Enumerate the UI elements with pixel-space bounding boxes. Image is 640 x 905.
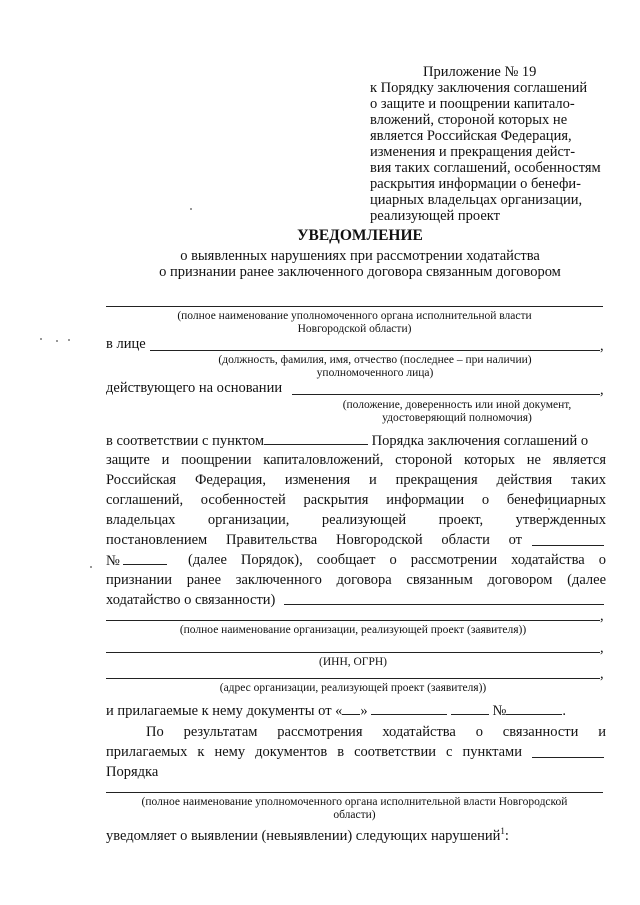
line-comma: , <box>600 338 604 354</box>
resolution-number-blank[interactable] <box>123 550 167 565</box>
result-text: По результатам рассмотрения ходатайства о связанности и <box>146 724 606 740</box>
appendix-line: циарных владельцах организации, <box>370 192 583 208</box>
docs-text: » <box>360 703 368 719</box>
body-text: соглашений, особенностей раскрытия информации о бенефициарных <box>106 492 606 508</box>
person-label: в лице <box>106 336 146 352</box>
body-text: признании ранее заключенного договора связанным договором (далее <box>106 572 606 588</box>
authority-caption: (полное наименование уполномоченного органа исполнительной власти <box>177 310 532 322</box>
result-authority-caption: области) <box>333 809 376 821</box>
body-text: владельцах организации, реализующей проект, утвержденных <box>106 512 606 528</box>
appendix-title: Приложение № 19 <box>423 64 537 80</box>
docs-line <box>106 700 566 721</box>
org-name-line[interactable] <box>106 620 600 621</box>
footnote-mark: 1 <box>500 826 505 837</box>
line-comma: , <box>600 608 604 624</box>
scan-speck <box>68 339 70 341</box>
person-line[interactable] <box>150 350 600 351</box>
result-text: прилагаемых к нему документов в соответствии с пунктами <box>106 744 522 760</box>
document-subtitle: о выявленных нарушениях при рассмотрении ходатайства <box>180 248 540 264</box>
scan-speck <box>40 338 42 340</box>
body-text: ходатайство о связанности) <box>106 592 276 608</box>
appendix-line: вия таких соглашений, особенностям <box>370 160 601 176</box>
basis-caption: удостоверяющий полномочия) <box>382 412 532 424</box>
request-line[interactable] <box>284 604 604 605</box>
person-caption: (должность, фамилия, имя, отчество (последнее – при наличии) <box>218 354 532 366</box>
line-comma: , <box>600 666 604 682</box>
address-line[interactable] <box>106 678 600 679</box>
appendix-line: является Российская Федерация, <box>370 128 572 144</box>
body-text: (далее Порядок), сообщает о рассмотрении ходатайства о <box>188 552 606 568</box>
body-text <box>106 550 167 571</box>
document-title: УВЕДОМЛЕНИЕ <box>297 227 423 244</box>
result-authority-caption: (полное наименование уполномоченного органа исполнительной власти Новгородской <box>141 796 568 808</box>
resolution-date-blank[interactable] <box>532 531 604 546</box>
paragraph-number-blank[interactable] <box>264 430 368 445</box>
final-text-end: : <box>504 828 509 844</box>
body-text-a: в соответствии с пунктом <box>106 433 265 449</box>
document-subtitle: о признании ранее заключенного договора связанным договором <box>159 264 561 280</box>
authority-name-line[interactable] <box>106 306 603 307</box>
body-text-b: Порядка заключения соглашений о <box>371 433 589 449</box>
final-text-main: уведомляет о выявлении (невыявлении) следующих нарушений <box>106 828 501 844</box>
result-text: Порядка <box>106 764 159 780</box>
org-name-caption: (полное наименование организации, реализующей проект (заявителя)) <box>179 624 527 636</box>
person-caption: уполномоченного лица) <box>316 367 434 379</box>
inn-line[interactable] <box>106 652 600 653</box>
appendix-reference <box>370 80 601 224</box>
scan-speck <box>190 208 192 210</box>
appendix-line: изменения и прекращения дейст- <box>370 144 576 160</box>
basis-line[interactable] <box>292 394 600 395</box>
docs-month-blank[interactable] <box>371 700 447 715</box>
docs-number-blank[interactable] <box>506 700 562 715</box>
scan-speck <box>90 566 92 568</box>
inn-caption: (ИНН, ОГРН) <box>319 656 387 668</box>
appendix-line: реализующей проект <box>370 208 500 224</box>
scan-speck <box>56 340 58 342</box>
docs-text: . <box>562 703 567 719</box>
address-caption: (адрес организации, реализующей проект (заявителя)) <box>219 682 487 694</box>
body-text <box>106 430 588 451</box>
line-comma: , <box>600 640 604 656</box>
result-paragraphs-blank[interactable] <box>532 743 604 758</box>
authority-caption: Новгородской области) <box>297 323 412 335</box>
line-comma: , <box>600 382 604 398</box>
body-text: постановлением Правительства Новгородской области от <box>106 532 522 548</box>
appendix-line: о защите и поощрении капитало- <box>370 96 575 112</box>
number-sign: № <box>106 553 120 569</box>
body-text: защите и поощрении капиталовложений, стороной которых не является <box>106 452 606 468</box>
docs-day-blank[interactable] <box>342 700 360 715</box>
appendix-line: к Порядку заключения соглашений <box>370 80 588 96</box>
docs-text: и прилагаемые к нему документы от « <box>106 703 343 719</box>
basis-label: действующего на основании <box>106 380 283 396</box>
number-sign: № <box>492 703 507 719</box>
final-text <box>106 826 509 846</box>
body-text: Российская Федерация, изменения и прекращения действия таких <box>106 472 606 488</box>
basis-caption: (положение, доверенность или иной документ, <box>342 399 572 411</box>
appendix-line: вложений, стороной которых не <box>370 112 568 128</box>
docs-year-blank[interactable] <box>451 700 489 715</box>
appendix-line: раскрытия информации о бенефи- <box>370 176 582 192</box>
result-authority-line[interactable] <box>106 792 603 793</box>
